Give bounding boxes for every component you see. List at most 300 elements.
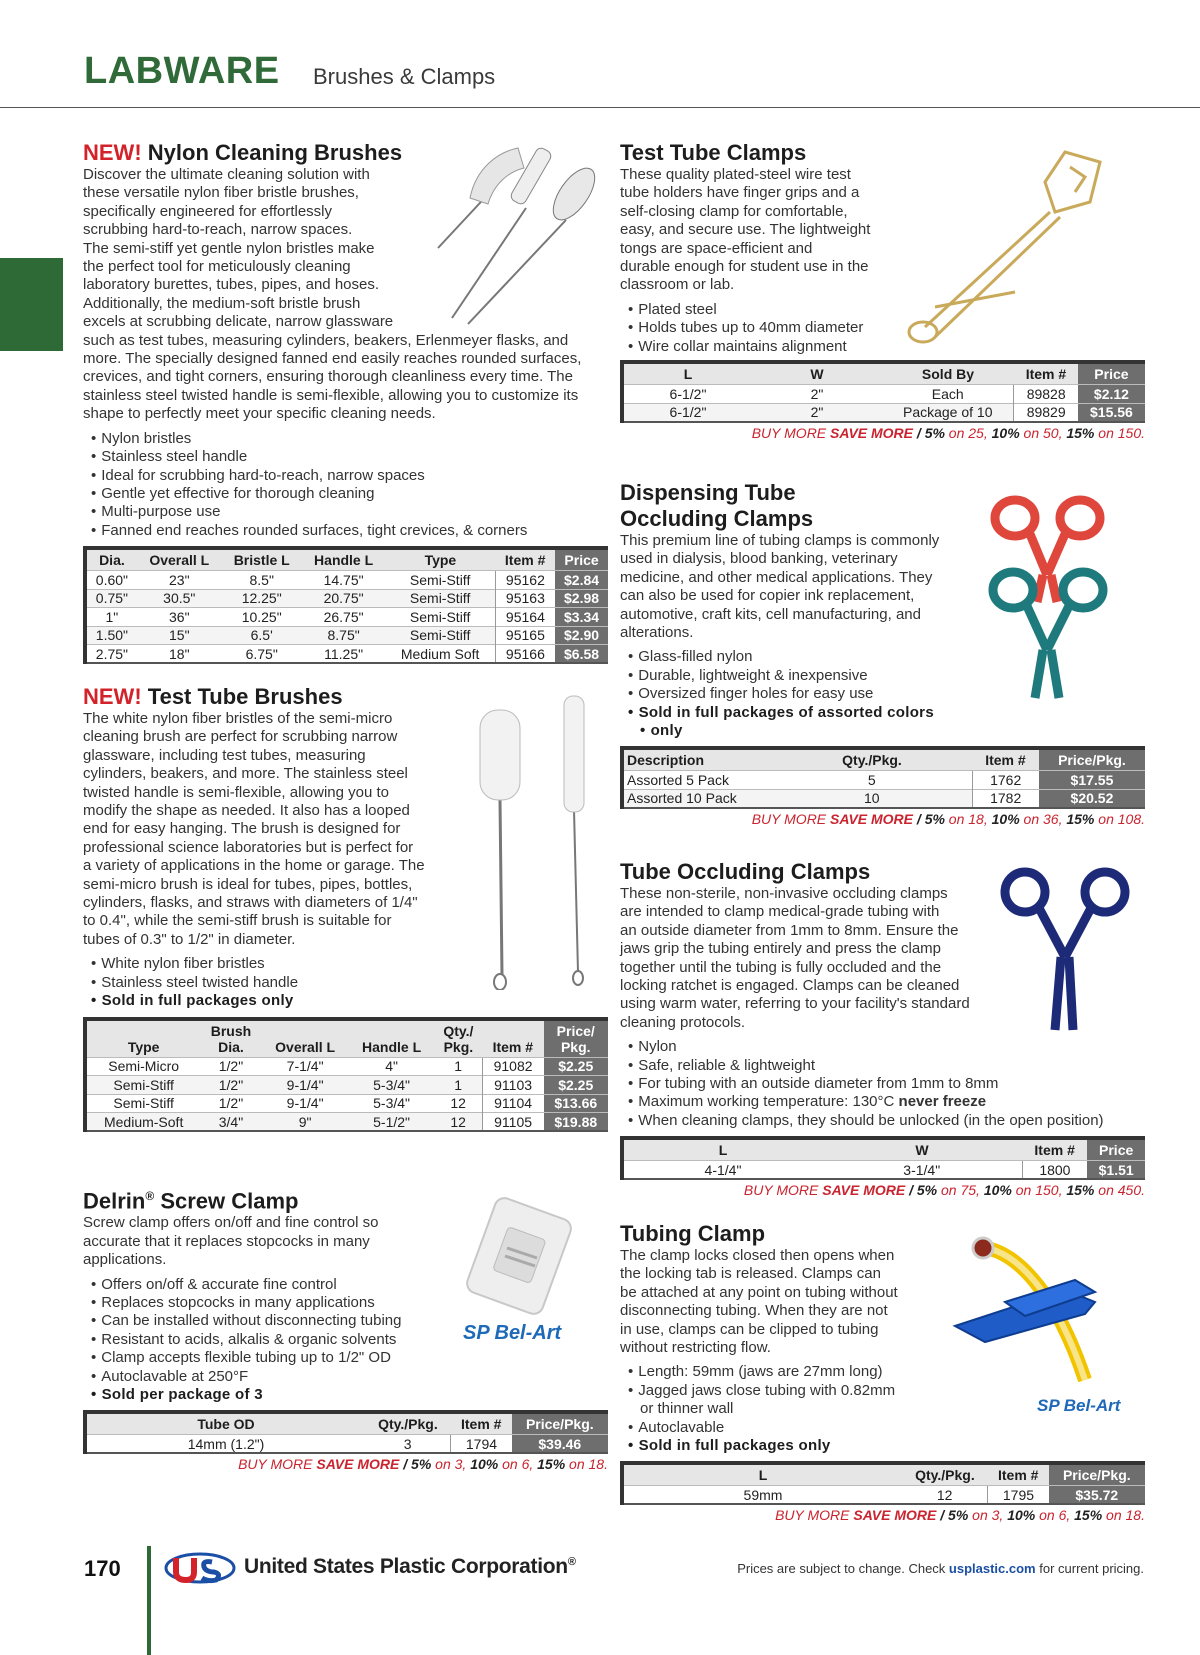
desc-line: professional science laboratories but is perfect for bbox=[83, 838, 414, 856]
buy-more-save-more bbox=[620, 425, 1145, 441]
bullet-item: • Multi-purpose use bbox=[91, 503, 608, 521]
table-row bbox=[622, 1161, 1145, 1180]
buymore-text: on 3, bbox=[431, 1456, 471, 1473]
bullet-item: • Jagged jaws close tubing with 0.82mm bbox=[628, 1382, 1145, 1400]
desc-line: the locking tab is released. Clamps can bbox=[620, 1265, 881, 1283]
table-row bbox=[85, 571, 608, 590]
cell: 0.75" bbox=[85, 589, 137, 608]
desc-line: these versatile nylon fiber bristle brushes, bbox=[83, 184, 359, 202]
cell: 14.75" bbox=[302, 571, 386, 590]
desc-line: modify the shape as needed. It also has a looped bbox=[83, 802, 410, 820]
desc-line: are intended to clamp medical-grade tubing with bbox=[620, 903, 940, 921]
col-header bbox=[435, 1019, 483, 1058]
table-header-row bbox=[622, 1138, 1145, 1161]
buymore-text: / bbox=[913, 424, 925, 441]
buymore-text: / bbox=[905, 1182, 917, 1199]
price: $35.72 bbox=[1049, 1486, 1145, 1505]
buy-more-save-more bbox=[620, 1182, 1145, 1198]
tubing-clamp-title: Tubing Clamp bbox=[620, 1221, 766, 1246]
col-header: Handle L bbox=[349, 1019, 435, 1058]
desc-line: scrubbing hard-to-reach, narrow spaces. bbox=[83, 221, 353, 239]
item-number: 91103 bbox=[482, 1076, 543, 1095]
table-header-row bbox=[85, 548, 608, 571]
bullet-item: • Holds tubes up to 40mm diameter bbox=[628, 319, 1145, 337]
buymore-text: 5% bbox=[916, 1182, 938, 1199]
buymore-text: SAVE MORE bbox=[822, 1182, 906, 1199]
table-row bbox=[85, 645, 608, 664]
desc-line: specifically engineered for effortlessly bbox=[83, 202, 333, 220]
cell: 8.75" bbox=[302, 626, 386, 645]
col-header: Price/Pkg. bbox=[512, 1412, 608, 1435]
col-header: Price/Pkg. bbox=[1039, 748, 1145, 771]
tubing-clamp-desc bbox=[620, 1247, 930, 1357]
col-header: Item # bbox=[482, 1019, 543, 1058]
price: $17.55 bbox=[1039, 771, 1145, 790]
col-header: Price/Pkg. bbox=[1049, 1463, 1145, 1486]
company-name-text: United States Plastic Corporation bbox=[244, 1555, 568, 1578]
cell: 20.75" bbox=[302, 589, 386, 608]
cell: 1 bbox=[435, 1076, 483, 1095]
price: $15.56 bbox=[1078, 403, 1145, 422]
buymore-text: on 450. bbox=[1094, 1182, 1145, 1199]
desc-line: Additionally, the medium-soft bristle brush bbox=[83, 294, 361, 312]
table-row bbox=[622, 789, 1145, 808]
table-row bbox=[85, 589, 608, 608]
cell: 8.5" bbox=[222, 571, 302, 590]
dispensing-title-line: Occluding Clamps bbox=[620, 506, 814, 531]
table-row bbox=[85, 1094, 608, 1113]
buymore-text: 5% bbox=[411, 1456, 432, 1473]
cell: 12 bbox=[435, 1113, 483, 1132]
cell: 1/2" bbox=[200, 1057, 261, 1076]
tube-occluding-desc bbox=[620, 885, 1005, 1032]
buymore-text: SAVE MORE bbox=[853, 1507, 937, 1524]
buymore-text: on 25, bbox=[944, 424, 992, 441]
desc-line: be attached at any point on tubing without bbox=[620, 1283, 898, 1301]
bullet-item: • Nylon bbox=[628, 1038, 1145, 1056]
tubing-clamp-table bbox=[620, 1461, 1145, 1505]
desc-line: These non-sterile, non-invasive occluding clamps bbox=[620, 885, 948, 902]
page-number: 170 bbox=[84, 1556, 121, 1581]
item-number: 95165 bbox=[495, 626, 555, 645]
cell: 12.25" bbox=[222, 589, 302, 608]
price: $13.66 bbox=[544, 1094, 609, 1113]
cell: Semi-Micro bbox=[85, 1057, 200, 1076]
buymore-text: 10% bbox=[1007, 1507, 1036, 1524]
registered-mark: ® bbox=[145, 1189, 155, 1203]
cell: Semi-Stiff bbox=[386, 626, 496, 645]
bullet-item: • Gentle yet effective for thorough cleaning bbox=[91, 485, 608, 503]
desc-line: cylinders, flasks, and straws with diameters of 1/4" bbox=[83, 894, 418, 912]
buymore-text: on 75, bbox=[937, 1182, 984, 1199]
buymore-text: / bbox=[936, 1507, 949, 1524]
desc-line: jaws grip the tubing entirely and press the clamp bbox=[620, 940, 942, 958]
bullet-item: • Length: 59mm (jaws are 27mm long) bbox=[628, 1363, 1145, 1381]
table-row bbox=[622, 385, 1145, 404]
bullet-item: • Fanned end reaches rounded surfaces, tight crevices, & corners bbox=[91, 522, 608, 540]
bullet-text: Maximum working temperature: 130°C bbox=[638, 1093, 899, 1111]
buymore-text: on 18. bbox=[565, 1456, 608, 1473]
test-tube-clamps-title: Test Tube Clamps bbox=[620, 140, 807, 165]
bullet-item: • Safe, reliable & lightweight bbox=[628, 1057, 1145, 1075]
test-tube-clamps-table bbox=[620, 360, 1145, 423]
website-link[interactable]: usplastic.com bbox=[948, 1561, 1036, 1576]
bullet-item: • Wire collar maintains alignment bbox=[628, 338, 1145, 356]
col-header: Qty./Pkg. bbox=[772, 748, 972, 771]
cell: 12 bbox=[902, 1486, 988, 1505]
col-header: Price bbox=[1078, 362, 1145, 385]
buymore-text: on 18, bbox=[944, 810, 992, 827]
item-number: 95166 bbox=[495, 645, 555, 664]
desc-line: easy, and secure use. The lightweight bbox=[620, 221, 871, 239]
table-header-row bbox=[85, 1019, 608, 1058]
bullet-item-bold: • Sold in full packages of assorted colors bbox=[628, 704, 1145, 722]
cell: 5-3/4" bbox=[349, 1094, 435, 1113]
bullet-item: • Autoclavable at 250°F bbox=[91, 1368, 608, 1386]
tubing-clamp-image bbox=[945, 1230, 1125, 1390]
desc-line: end for easy hanging. The brush is designed for bbox=[83, 820, 401, 838]
desc-line: twisted handle is semi-flexible, allowing you to bbox=[83, 783, 389, 801]
item-number: 89829 bbox=[1014, 403, 1078, 422]
col-header: Bristle L bbox=[222, 548, 302, 571]
tube-occluding-bullets bbox=[628, 1038, 1145, 1130]
cell: 14mm (1.2") bbox=[85, 1435, 365, 1454]
col-header: Item # bbox=[1022, 1138, 1087, 1161]
cell: Package of 10 bbox=[882, 403, 1014, 422]
buymore-text: 15% bbox=[1066, 1182, 1095, 1199]
col-header-line: Qty./ bbox=[443, 1022, 474, 1039]
buymore-text: 10% bbox=[991, 810, 1020, 827]
footer-divider bbox=[147, 1546, 151, 1655]
col-header: Type bbox=[386, 548, 496, 571]
test-tube-brushes-image bbox=[470, 690, 600, 990]
buymore-text: on 6, bbox=[498, 1456, 538, 1473]
cell: 5 bbox=[772, 771, 972, 790]
buymore-text: 5% bbox=[948, 1507, 969, 1524]
desc-line: applications. bbox=[83, 1251, 167, 1269]
item-number: 1782 bbox=[972, 789, 1039, 808]
cell: Assorted 10 Pack bbox=[622, 789, 772, 808]
buymore-text: BUY MORE bbox=[775, 1507, 854, 1524]
item-number: 91082 bbox=[482, 1057, 543, 1076]
item-number: 89828 bbox=[1014, 385, 1078, 404]
table-row bbox=[85, 1076, 608, 1095]
bullet-item-bold: • Sold in full packages only bbox=[91, 992, 608, 1010]
buymore-text: / bbox=[913, 810, 925, 827]
cell: 10.25" bbox=[222, 608, 302, 627]
tube-occluding-table bbox=[620, 1136, 1145, 1180]
desc-line: The clamp locks closed then opens when bbox=[620, 1247, 895, 1264]
col-header-line: Pkg. bbox=[560, 1038, 591, 1055]
delrin-title-rest: Screw Clamp bbox=[154, 1188, 299, 1214]
table-header-row bbox=[622, 362, 1145, 385]
cell: 9" bbox=[262, 1113, 349, 1132]
cell: 3-1/4" bbox=[822, 1161, 1022, 1180]
cell: Semi-Stiff bbox=[386, 571, 496, 590]
bullet-item: • Can be installed without disconnecting tubing bbox=[91, 1312, 608, 1330]
cell: 4-1/4" bbox=[622, 1161, 822, 1180]
desc-line: used in dialysis, blood banking, veterinary bbox=[620, 550, 898, 568]
price: $2.84 bbox=[555, 571, 608, 590]
price: $2.25 bbox=[544, 1076, 609, 1095]
buymore-text: 15% bbox=[537, 1456, 566, 1473]
buymore-text: on 150, bbox=[1011, 1182, 1067, 1199]
col-header-line: Price/ bbox=[556, 1022, 595, 1039]
buymore-text: SAVE MORE bbox=[830, 810, 914, 827]
cell: 18" bbox=[137, 645, 222, 664]
table-row bbox=[622, 403, 1145, 422]
col-header: Item # bbox=[972, 748, 1039, 771]
section-subtitle: Brushes & Clamps bbox=[313, 64, 496, 89]
cell: 30.5" bbox=[137, 589, 222, 608]
desc-line: durable enough for student use in the bbox=[620, 258, 869, 276]
buymore-text: on 6, bbox=[1035, 1507, 1075, 1524]
cell: 11.25" bbox=[302, 645, 386, 664]
col-header: L bbox=[622, 362, 752, 385]
buymore-text: 10% bbox=[991, 424, 1020, 441]
desc-line: locking ratchet is engaged. Clamps can be cleaned bbox=[620, 977, 960, 995]
col-header-line: Dia. bbox=[218, 1038, 244, 1055]
desc-line: can also be used for copier ink replacement, bbox=[620, 587, 915, 605]
desc-line: glassware, including test tubes, measuring bbox=[83, 746, 366, 764]
cell: 9-1/4" bbox=[262, 1094, 349, 1113]
item-number: 95162 bbox=[495, 571, 555, 590]
cell: 6-1/2" bbox=[622, 385, 752, 404]
bullet-item: • Resistant to acids, alkalis & organic solvents bbox=[91, 1331, 608, 1349]
col-header: Overall L bbox=[262, 1019, 349, 1058]
bullet-item: • Oversized finger holes for easy use bbox=[628, 685, 1145, 703]
buymore-text: 15% bbox=[1074, 1507, 1103, 1524]
dispensing-clamps-image bbox=[985, 490, 1145, 715]
price: $1.51 bbox=[1087, 1161, 1145, 1180]
company-name bbox=[244, 1555, 576, 1579]
price: $2.25 bbox=[544, 1057, 609, 1076]
cell: 2.75" bbox=[85, 645, 137, 664]
bullet-item: • Autoclavable bbox=[628, 1419, 1145, 1437]
desc-line: using warm water, referring to your facility's standard bbox=[620, 995, 970, 1013]
cell: 15" bbox=[137, 626, 222, 645]
cell: 6.75" bbox=[222, 645, 302, 664]
buymore-text: on 3, bbox=[968, 1507, 1008, 1524]
desc-line: The white nylon fiber bristles of the semi-micro bbox=[83, 710, 393, 727]
item-number: 95163 bbox=[495, 589, 555, 608]
cell: 6.5' bbox=[222, 626, 302, 645]
desc-line: without restricting flow. bbox=[620, 1339, 771, 1357]
item-number: 1762 bbox=[972, 771, 1039, 790]
cell: 5-3/4" bbox=[349, 1076, 435, 1095]
buy-more-save-more bbox=[620, 1507, 1145, 1523]
table-row bbox=[622, 1486, 1145, 1505]
bullet-continuation: only bbox=[650, 722, 683, 740]
price-note-text: for current pricing. bbox=[1035, 1561, 1144, 1576]
buymore-text: BUY MORE bbox=[743, 1182, 823, 1199]
desc-line: excels at scrubbing delicate, narrow glassware bbox=[83, 313, 394, 331]
delrin-table bbox=[83, 1410, 608, 1454]
table-row bbox=[85, 1113, 608, 1132]
nylon-brushes-bullets bbox=[91, 430, 608, 540]
table-row bbox=[85, 626, 608, 645]
desc-line: accurate that it replaces stopcocks in many bbox=[83, 1232, 370, 1250]
buymore-text: on 50, bbox=[1019, 424, 1067, 441]
bullet-item bbox=[628, 1093, 1145, 1111]
dispensing-title-line: Dispensing Tube bbox=[620, 480, 796, 505]
col-header: Item # bbox=[495, 548, 555, 571]
cell: 0.60" bbox=[85, 571, 137, 590]
bullet-text-bold: never freeze bbox=[898, 1093, 987, 1111]
col-header: Type bbox=[85, 1019, 200, 1058]
new-badge: NEW! bbox=[83, 684, 142, 709]
price-note bbox=[737, 1561, 1144, 1576]
bullet-item: • Nylon bristles bbox=[91, 430, 608, 448]
cell: 1.50" bbox=[85, 626, 137, 645]
cell: Semi-Stiff bbox=[85, 1094, 200, 1113]
buymore-text: 10% bbox=[470, 1456, 499, 1473]
buymore-text: 15% bbox=[1066, 810, 1095, 827]
col-header: Description bbox=[622, 748, 772, 771]
bullet-item-bold: • Sold in full packages only bbox=[628, 1437, 1145, 1455]
cell: 5-1/2" bbox=[349, 1113, 435, 1132]
buymore-text: 15% bbox=[1066, 424, 1095, 441]
bullet-item: • Stainless steel handle bbox=[91, 448, 608, 466]
cell: Each bbox=[882, 385, 1014, 404]
price: $20.52 bbox=[1039, 789, 1145, 808]
buymore-text: / bbox=[399, 1456, 412, 1473]
cell: 6-1/2" bbox=[622, 403, 752, 422]
desc-line: the perfect tool for meticulously cleaning bbox=[83, 258, 351, 276]
bullet-item: • Plated steel bbox=[628, 301, 1145, 319]
desc-line: The semi-stiff yet gentle nylon bristles make bbox=[83, 239, 375, 257]
buy-more-save-more bbox=[83, 1456, 608, 1472]
bullet-item-bold: • Sold per package of 3 bbox=[91, 1386, 608, 1404]
desc-line: in use, clamps can be clipped to tubing bbox=[620, 1320, 879, 1338]
cell: 59mm bbox=[622, 1486, 902, 1505]
cell: Assorted 5 Pack bbox=[622, 771, 772, 790]
usp-logo-icon bbox=[164, 1550, 236, 1586]
col-header: Overall L bbox=[137, 548, 222, 571]
table-header-row bbox=[622, 1463, 1145, 1486]
cell: 3 bbox=[365, 1435, 451, 1454]
col-header: Dia. bbox=[85, 548, 137, 571]
desc-line: disconnecting tubing. When they are not bbox=[620, 1302, 888, 1320]
test-tube-clamp-image bbox=[895, 142, 1145, 362]
col-header: Handle L bbox=[302, 548, 386, 571]
tube-occluding-title: Tube Occluding Clamps bbox=[620, 859, 871, 884]
section-side-tab bbox=[0, 258, 63, 351]
registered-mark: ® bbox=[567, 1556, 576, 1568]
item-number: 1800 bbox=[1022, 1161, 1087, 1180]
cell: 1" bbox=[85, 608, 137, 627]
buymore-text: SAVE MORE bbox=[830, 424, 914, 441]
desc-line: an outside diameter from 1mm to 8mm. Ensure the bbox=[620, 921, 959, 939]
price: $2.12 bbox=[1078, 385, 1145, 404]
col-header: Tube OD bbox=[85, 1412, 365, 1435]
table-row bbox=[85, 1435, 608, 1454]
desc-line: automotive, craft kits, cell manufacturing, and bbox=[620, 605, 921, 623]
item-number: 91104 bbox=[482, 1094, 543, 1113]
cell: 3/4" bbox=[200, 1113, 261, 1132]
price: $6.58 bbox=[555, 645, 608, 664]
cell: 1/2" bbox=[200, 1076, 261, 1095]
col-header-line: Brush bbox=[210, 1022, 252, 1039]
col-header: L bbox=[622, 1138, 822, 1161]
desc-line: tube holders have finger grips and a bbox=[620, 184, 860, 202]
desc-line: laboratory burettes, tubes, pipes, and hoses. bbox=[83, 276, 380, 294]
price: $2.98 bbox=[555, 589, 608, 608]
col-header: Item # bbox=[451, 1412, 512, 1435]
bullet-item: • Durable, lightweight & inexpensive bbox=[628, 667, 1145, 685]
bullet-item: • Replaces stopcocks in many applications bbox=[91, 1294, 608, 1312]
item-number: 1794 bbox=[451, 1435, 512, 1454]
buymore-text: SAVE MORE bbox=[316, 1456, 400, 1473]
test-tube-brushes-title-text: Test Tube Brushes bbox=[147, 684, 343, 709]
col-header: Qty./Pkg. bbox=[902, 1463, 988, 1486]
cell: Semi-Stiff bbox=[386, 589, 496, 608]
cell: 2" bbox=[752, 385, 882, 404]
buy-more-save-more bbox=[620, 811, 1145, 827]
col-header: L bbox=[622, 1463, 902, 1486]
delrin-title-text: Delrin bbox=[83, 1188, 146, 1214]
price: $19.88 bbox=[544, 1113, 609, 1132]
desc-line: This premium line of tubing clamps is commonly bbox=[620, 532, 940, 549]
cell: 9-1/4" bbox=[262, 1076, 349, 1095]
bullet-item: • For tubing with an outside diameter from 1mm to 8mm bbox=[628, 1075, 1145, 1093]
bullet-item: • Ideal for scrubbing hard-to-reach, narrow spaces bbox=[91, 467, 608, 485]
nylon-brushes-desc-long: such as test tubes, measuring cylinders, beakers, Erlenmeyer flasks, and more. The specially designed fanned end easily reaches rounded surfaces, crevices, and tight corners, ensuring thorough cleanliness every time. The stainless steel twisted handle is semi-flexible, allowing you to customize its shape to perfectly meet your specific cleaning needs. bbox=[83, 331, 582, 423]
cell: 36" bbox=[137, 608, 222, 627]
desc-line: semi-micro brush is ideal for tubes, pipes, bottles, bbox=[83, 875, 413, 893]
table-header-row bbox=[622, 748, 1145, 771]
desc-line: Discover the ultimate cleaning solution with bbox=[83, 166, 370, 183]
cell: 7-1/4" bbox=[262, 1057, 349, 1076]
nylon-brushes-title-text: Nylon Cleaning Brushes bbox=[147, 140, 403, 165]
desc-line: cleaning brush are perfect for scrubbing narrow bbox=[83, 728, 398, 746]
col-header-line: Pkg. bbox=[443, 1038, 474, 1055]
desc-line: to 0.4", while the semi-stiff brush is suitable for bbox=[83, 912, 392, 930]
buymore-text: BUY MORE bbox=[751, 424, 831, 441]
test-tube-clamps-desc bbox=[620, 166, 895, 295]
item-number: 1795 bbox=[988, 1486, 1049, 1505]
desc-line: Screw clamp offers on/off and fine control so bbox=[83, 1214, 379, 1232]
col-header: W bbox=[822, 1138, 1022, 1161]
desc-line: tubes of 0.3" to 1/2" in diameter. bbox=[83, 930, 296, 948]
col-header: Qty./Pkg. bbox=[365, 1412, 451, 1435]
cell: 12 bbox=[435, 1094, 483, 1113]
col-header bbox=[544, 1019, 609, 1058]
sp-bel-art-logo: SP Bel-Art bbox=[463, 1322, 562, 1344]
bullet-item: • Stainless steel twisted handle bbox=[91, 974, 608, 992]
sp-bel-art-logo: SP Bel-Art bbox=[1037, 1396, 1121, 1415]
item-number: 91105 bbox=[482, 1113, 543, 1132]
price-note-text: Prices are subject to change. Check bbox=[737, 1561, 949, 1576]
desc-line: cleaning protocols. bbox=[620, 1013, 746, 1031]
nylon-brushes-image bbox=[428, 138, 600, 328]
desc-line: tongs are space-efficient and bbox=[620, 239, 813, 257]
buymore-text: 5% bbox=[924, 424, 945, 441]
dispensing-desc bbox=[620, 532, 965, 642]
cell: 26.75" bbox=[302, 608, 386, 627]
col-header: Item # bbox=[988, 1463, 1049, 1486]
item-number: 95164 bbox=[495, 608, 555, 627]
buymore-text: 10% bbox=[983, 1182, 1012, 1199]
section-brand: LABWARE bbox=[84, 50, 280, 92]
bullet-item: • White nylon fiber bristles bbox=[91, 955, 608, 973]
cell: Medium-Soft bbox=[85, 1113, 200, 1132]
col-header: Price bbox=[555, 548, 608, 571]
cell: 10 bbox=[772, 789, 972, 808]
bullet-item: • Offers on/off & accurate fine control bbox=[91, 1276, 608, 1294]
test-tube-brushes-desc bbox=[83, 710, 453, 949]
cell: 23" bbox=[137, 571, 222, 590]
